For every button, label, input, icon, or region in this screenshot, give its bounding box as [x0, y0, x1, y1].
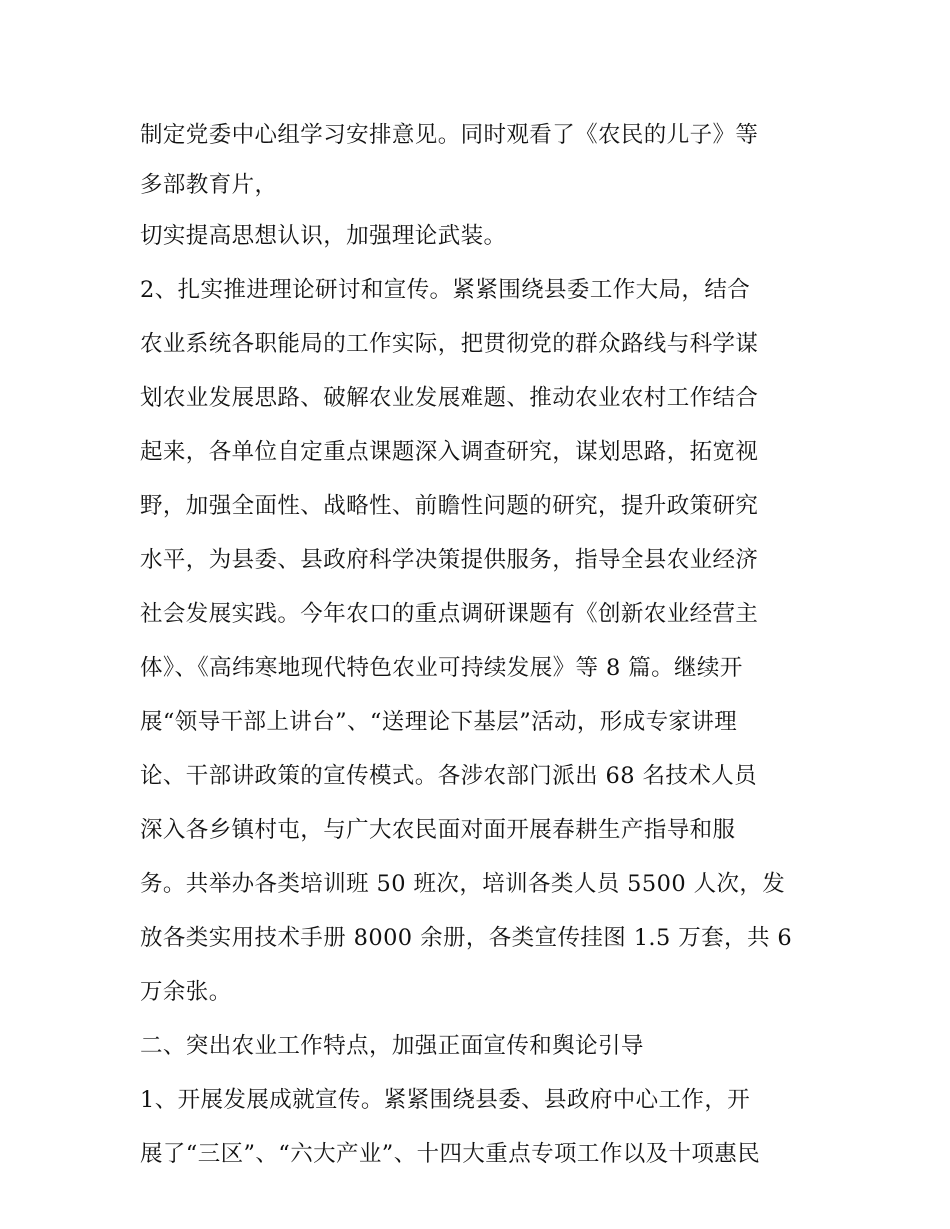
- text-line: 深入各乡镇村屯，与广大农民面对面开展春耕生产指导和服: [140, 817, 736, 843]
- text-line: 展“领导干部上讲台”、“送理论下基层”活动，形成专家讲理: [140, 709, 738, 735]
- section-heading: 二、突出农业工作特点，加强正面宣传和舆论引导: [140, 1033, 644, 1059]
- text-line: 多部教育片，: [140, 172, 278, 198]
- text-line: 体》、《高纬寒地现代特色农业可持续发展》等 8 篇。继续开: [140, 655, 743, 681]
- text-line: 起来，各单位自定重点课题深入调查研究，谋划思路，拓宽视: [140, 439, 759, 465]
- text-line: 农业系统各职能局的工作实际，把贯彻党的群众路线与科学谋: [140, 331, 759, 357]
- text-line: 放各类实用技术手册 8000 余册，各类宣传挂图 1.5 万套，共 6: [140, 925, 793, 951]
- text-line: 水平，为县委、县政府科学决策提供服务，指导全县农业经济: [140, 547, 759, 573]
- text-line: 论、干部讲政策的宣传模式。各涉农部门派出 68 名技术人员: [140, 763, 758, 789]
- text-line: 1、开展发展成就宣传。紧紧围绕县委、县政府中心工作，开: [140, 1087, 751, 1113]
- text-line: 划农业发展思路、破解农业发展难题、推动农业农村工作结合: [140, 385, 759, 411]
- text-line: 制定党委中心组学习安排意见。同时观看了《农民的儿子》等: [140, 122, 759, 148]
- text-line: 展了“三区”、“六大产业”、十四大重点专项工作以及十项惠民: [140, 1141, 761, 1167]
- text-line: 2、扎实推进理论研讨和宣传。紧紧围绕县委工作大局，结合: [140, 277, 751, 303]
- text-line: 野，加强全面性、战略性、前瞻性问题的研究，提升政策研究: [140, 493, 759, 519]
- document-body: [140, 108, 820, 1181]
- text-line: 社会发展实践。今年农口的重点调研课题有《创新农业经营主: [140, 601, 759, 627]
- text-line: 万余张。: [140, 979, 232, 1005]
- text-line: 切实提高思想认识，加强理论武装。: [140, 223, 507, 249]
- text-line: 务。共举办各类培训班 50 班次，培训各类人员 5500 人次，发: [140, 871, 786, 897]
